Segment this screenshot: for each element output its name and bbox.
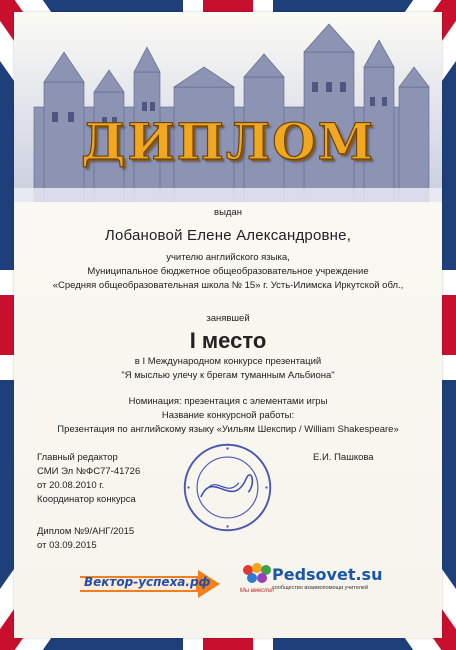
nomination: Номинация: презентация с элементами игры [128, 396, 328, 407]
media-registration: СМИ Эл №ФС77-41726 [37, 466, 141, 477]
coordinator-label: Координатор конкурса [37, 494, 136, 505]
diploma-date: от 03.09.2015 [37, 540, 97, 551]
recipient-name: Лобановой Елене Александровне, [104, 227, 352, 244]
organization-line-2: «Средняя общеобразовательная школа № 15» г. Усть-Илимска Иркутской обл., [52, 280, 404, 291]
diploma-number: Диплом №9/АНГ/2015 [37, 526, 135, 537]
work-label: Название конкурсной работы: [161, 410, 295, 421]
organization-line-1: Муниципальное бюджетное общеобразовательное учреждение [87, 266, 369, 277]
pedsovet-logo: Pedsovet.su сообщество взаимопомощи учителей [272, 565, 383, 591]
contest-line-2: "Я мыслью улечу к брегам туманным Альбиона" [121, 370, 335, 381]
signatory-name: Е.И. Пашкова [313, 452, 374, 463]
work-title: Презентация по английскому языку «Уильям Шекспир / William Shakespeare» [57, 424, 399, 435]
issued-label: выдан [214, 207, 242, 218]
chief-editor-label: Главный редактор [37, 452, 118, 463]
castle-illustration [14, 12, 442, 202]
place-award: I место [189, 328, 267, 353]
media-registration-date: от 20.08.2010 г. [37, 480, 105, 491]
recipient-role: учителю английского языка, [166, 252, 290, 263]
diploma-title: ДИПЛОМ [80, 112, 376, 171]
vektor-uspekha-logo: Вектор-успеха.рф [80, 570, 220, 598]
took-label: занявшей [206, 313, 250, 324]
official-stamp [180, 440, 275, 535]
contest-line-1: в I Международном конкурсе презентаций [134, 356, 322, 367]
my-vmeste-logo: Мы вместе! [236, 562, 274, 602]
